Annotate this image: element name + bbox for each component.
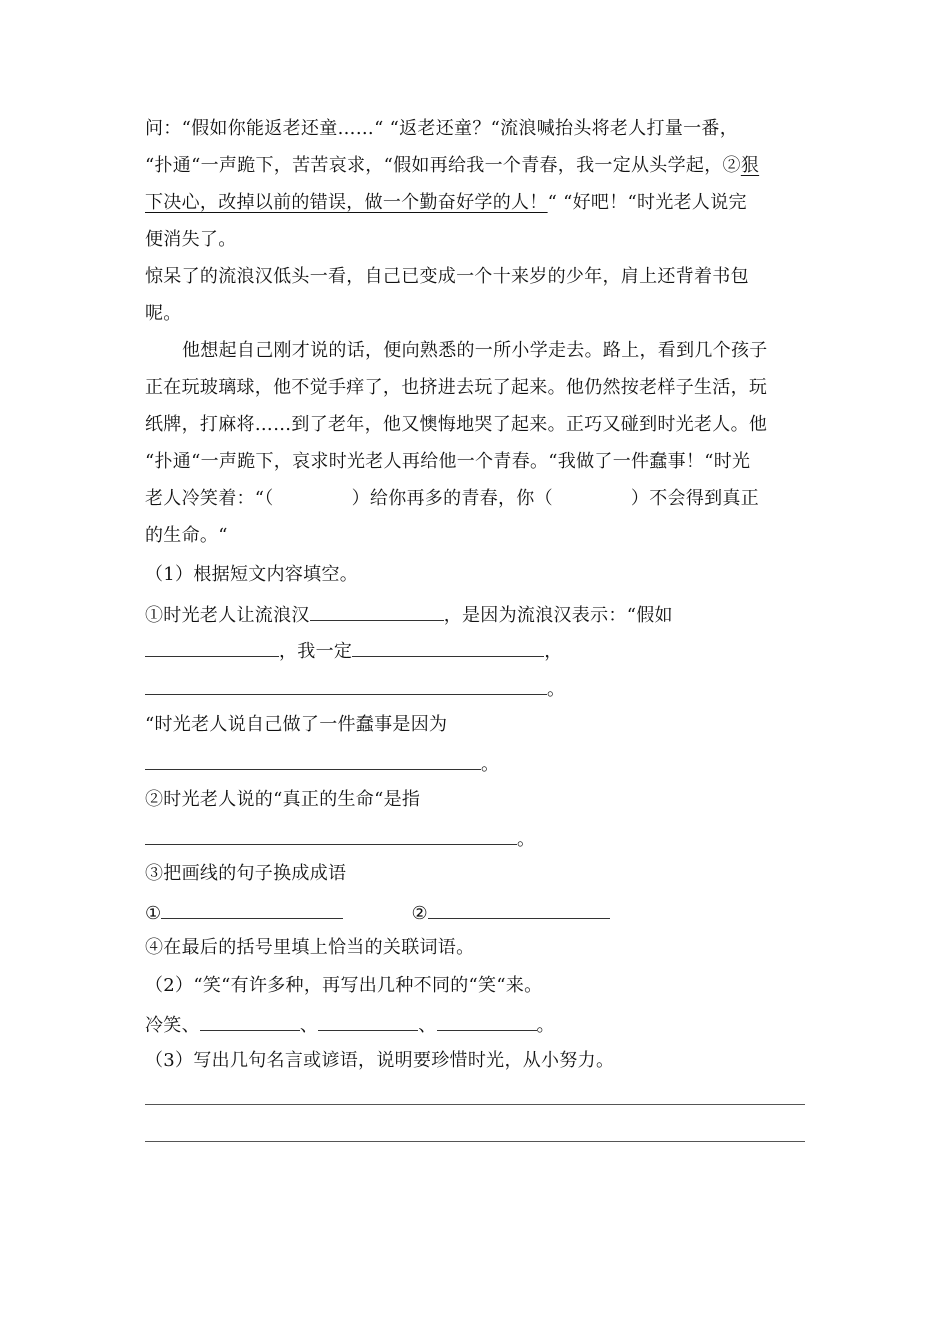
- passage-text: 惊呆了的流浪汉低头一看，自己已变成一个十来岁的少年，肩上还背着书包: [145, 266, 749, 287]
- question-text: 冷笑、: [145, 1015, 200, 1036]
- answer-blank[interactable]: [145, 676, 547, 695]
- passage-line: [145, 191, 747, 215]
- underlined-sentence: 下决心，改掉以前的错误，做一个勤奋好学的人！: [145, 192, 548, 213]
- question-text: ①时光老人让流浪汉: [145, 605, 310, 626]
- question-text: 。: [481, 754, 500, 775]
- answer-blank[interactable]: [145, 826, 517, 845]
- underlined-sentence: 狠: [740, 155, 760, 176]
- question-text: （1）根据短文内容填空。: [145, 564, 359, 585]
- question-text: （2）“笑“有许多种，再写出几种不同的“笑“来。: [145, 975, 543, 996]
- passage-text: 的生命。“: [145, 525, 228, 546]
- question-line: [145, 862, 346, 886]
- question-title: [145, 563, 358, 587]
- question-line: [145, 602, 673, 628]
- answer-blank[interactable]: [352, 638, 544, 657]
- question-line: [145, 900, 610, 926]
- passage-line: [145, 524, 228, 548]
- answer-blank[interactable]: [145, 638, 279, 657]
- answer-blank[interactable]: [318, 1012, 418, 1031]
- passage-text: ）给你再多的青春，你（: [351, 488, 553, 509]
- question-text: ，是因为流浪汉表示：“假如: [443, 605, 673, 626]
- question-text: ，: [544, 641, 563, 662]
- question-title: [145, 1049, 614, 1073]
- passage-line: [145, 117, 738, 141]
- question-title: [145, 974, 542, 998]
- question-text: ③把画线的句子换成成语: [145, 863, 347, 884]
- passage-line: [145, 450, 750, 474]
- answer-writing-line[interactable]: [145, 1141, 805, 1142]
- passage-line: [145, 265, 749, 289]
- question-line: [145, 713, 447, 737]
- option-marker: ①: [145, 903, 162, 924]
- question-text: ，我一定: [279, 641, 353, 662]
- answer-blank[interactable]: [200, 1012, 300, 1031]
- answer-blank[interactable]: [161, 900, 343, 919]
- passage-text: “扑通“一声跪下，哀求时光老人再给他一个青春。“我做了一件蠢事！“时光: [145, 451, 751, 472]
- option-marker: ②: [411, 903, 428, 924]
- passage-text: 呢。: [145, 303, 182, 324]
- question-line: [145, 936, 474, 960]
- question-line: [145, 638, 563, 664]
- passage-line: [145, 302, 182, 326]
- question-text: “时光老人说自己做了一件蠢事是因为: [145, 714, 448, 735]
- question-text: ②时光老人说的“真正的生命“是指: [145, 789, 421, 810]
- answer-blank[interactable]: [428, 900, 610, 919]
- passage-text: ）不会得到真正: [630, 488, 760, 509]
- question-text: 、: [299, 1015, 319, 1036]
- passage-line: [145, 376, 767, 400]
- question-text: 。: [517, 829, 536, 850]
- question-text: 。: [536, 1015, 555, 1036]
- question-text: 、: [418, 1015, 437, 1036]
- question-text: ④在最后的括号里填上恰当的关联词语。: [145, 937, 475, 958]
- question-line: [145, 788, 420, 812]
- answer-blank[interactable]: [437, 1012, 537, 1031]
- passage-text: “ “好吧！“时光老人说完: [547, 192, 747, 213]
- passage-text: 问：“假如你能返老还童……“ “返老还童？“流浪喊抬头将老人打量一番，: [145, 118, 739, 139]
- question-line: [145, 751, 499, 777]
- passage-line: [145, 487, 759, 511]
- answer-writing-line[interactable]: [145, 1104, 805, 1105]
- passage-line: [145, 228, 237, 252]
- question-text: 。: [547, 679, 566, 700]
- passage-text: 他想起自己刚才说的话，便向熟悉的一所小学走去。路上，看到几个孩子: [182, 340, 768, 361]
- passage-line: [182, 339, 768, 363]
- passage-line: [145, 154, 759, 178]
- passage-text: 纸牌，打麻将……到了老年，他又懊悔地哭了起来。正巧又碰到时光老人。他: [145, 414, 768, 435]
- passage-text: “扑通“一声跪下，苦苦哀求，“假如再给我一个青春，我一定从头学起，②: [145, 155, 741, 176]
- passage-text: 老人冷笑着：“（: [145, 488, 274, 509]
- question-line: [145, 676, 565, 702]
- passage-text: 便消失了。: [145, 229, 237, 250]
- question-line: [145, 826, 535, 852]
- answer-blank[interactable]: [310, 602, 444, 621]
- passage-line: [145, 413, 767, 437]
- question-text: （3）写出几句名言或谚语，说明要珍惜时光，从小努力。: [145, 1050, 615, 1071]
- passage-text: 正在玩玻璃球，他不觉手痒了，也挤进去玩了起来。他仍然按老样子生活，玩: [145, 377, 768, 398]
- answer-blank[interactable]: [145, 751, 481, 770]
- question-line: [145, 1012, 555, 1038]
